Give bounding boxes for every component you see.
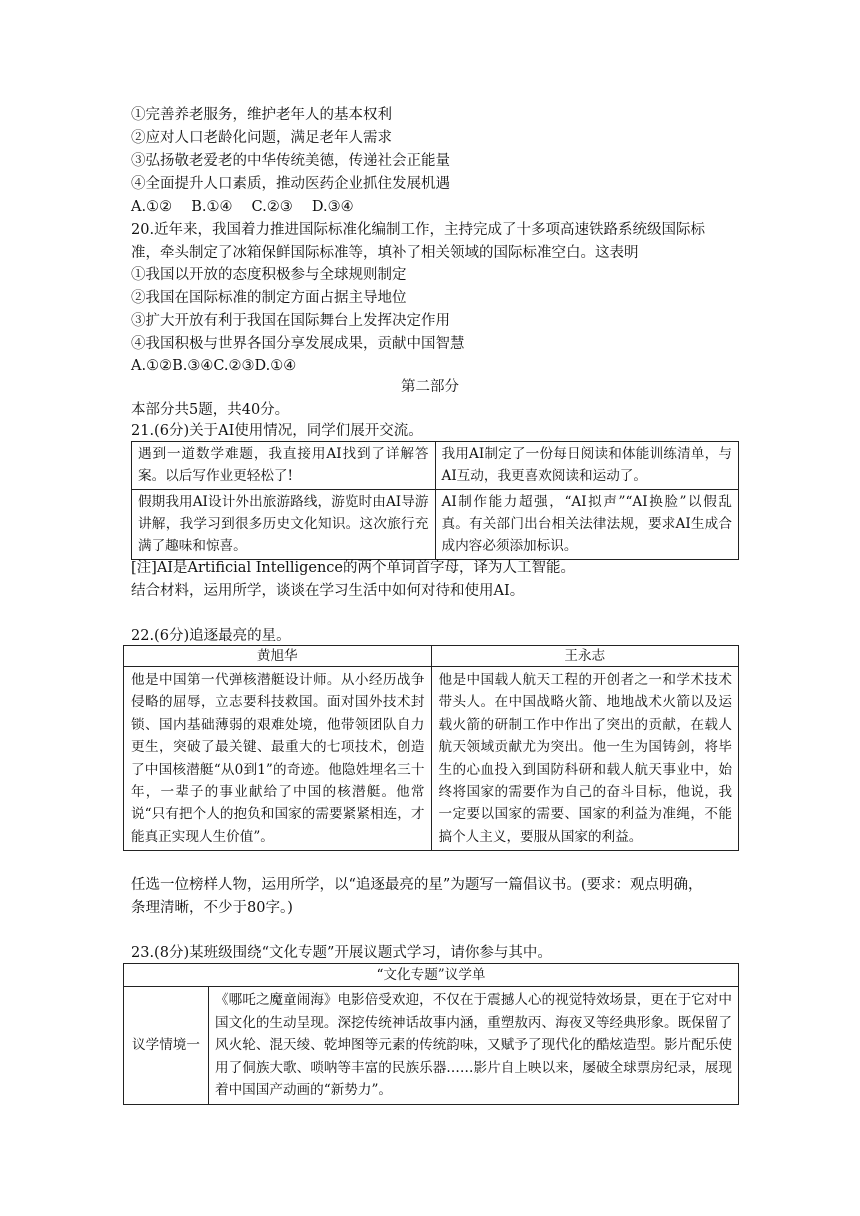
q22-task-line2: 条理清晰，不少于80字。) [131,900,293,916]
table-cell: 我用AI制定了一份每日阅读和体能训练清单，与AI互动，我更喜欢阅读和运动了。 [435,442,739,490]
table-row [132,490,739,560]
q19-option-3: ③弘扬敬老爱老的中华传统美德，传递社会正能量 [131,153,450,169]
q22-stem: 22.(6分)追逐最亮的星。 [131,628,291,644]
table-header: 黄旭华 [124,646,432,667]
q20-option-4: ④我国积极与世界各国分享发展成果，贡献中国智慧 [131,336,465,352]
table-cell: 《哪吒之魔童闹海》电影倍受欢迎，不仅在于震撼人心的视觉特效场景，更在于它对中国文化的生动呈现。深挖传统神话故事内涵，重塑敖丙、海夜叉等经典形象。既保留了风火轮、混天绫、乾坤图等元素的传统韵味，又赋予了现代化的酷炫造型。影片配乐使用了侗族大歌、唢呐等丰富的民族乐器……影片自上映以来，屡破全球票房纪录，展现着中国国产动画的“新势力”。 [209,987,739,1105]
q23-table [123,963,739,1105]
table-row [124,987,739,1105]
table-cell: 假期我用AI设计外出旅游路线，游览时由AI导游讲解，我学习到很多历史文化知识。这次旅行充满了趣味和惊喜。 [132,490,436,560]
q21-stem: 21.(6分)关于AI使用情况，同学们展开交流。 [131,423,423,439]
q23-stem: 23.(8分)某班级围绕“文化专题”开展议题式学习，请你参与其中。 [131,945,552,961]
q20-choices: A.①②B.③④C.②③D.①④ [131,358,297,374]
table-cell: 遇到一道数学难题，我直接用AI找到了详解答案。以后写作业更轻松了! [132,442,436,490]
row-label: 议学情境一 [124,987,209,1105]
q19-choices: A.①② B.①④ C.②③ D.③④ [131,199,354,215]
table-row [124,964,739,987]
q21-table [131,441,739,560]
q22-table [123,645,739,851]
q20-stem-line1: 20.近年来，我国着力推进国际标准化编制工作，主持完成了十多项高速铁路系统级国际标 [131,222,706,238]
part-intro: 本部分共5题，共40分。 [131,402,290,418]
part-title: 第二部分 [401,379,459,395]
table-cell: 他是中国载人航天工程的开创者之一和学术技术带头人。在中国战略火箭、地地战术火箭以及运载火箭的研制工作中作出了突出的贡献，在载人航天领域贡献尤为突出。他一生为国铸剑，将毕生的心血投入到国防科研和载人航天事业中，始终将国家的需要作为自己的奋斗目标，他说，我一定要以国家的需要、国家的利益为准绳，不能搞个人主义，要服从国家的利益。 [431,667,739,851]
q21-note: [注]AI是Artificial Intelligence的两个单词首字母，译为人工智能。 [131,560,575,576]
table-row [124,646,739,667]
q19-option-1: ①完善养老服务，维护老年人的基本权利 [131,107,392,123]
q19-option-2: ②应对人口老龄化问题，满足老年人需求 [131,130,392,146]
table-header: 王永志 [431,646,739,667]
table-cell: AI制作能力超强，“AI拟声”“AI换脸”以假乱真。有关部门出台相关法律法规，要求AI生成合成内容必须添加标识。 [435,490,739,560]
q20-option-3: ③扩大开放有利于我国在国际舞台上发挥决定作用 [131,313,450,329]
table-row [132,442,739,490]
q20-option-2: ②我国在国际标准的制定方面占据主导地位 [131,290,407,306]
q20-stem-line2: 准，牵头制定了冰箱保鲜国际标准等，填补了相关领域的国际标准空白。这表明 [131,245,639,261]
table-cell: 他是中国第一代弹核潜艇设计师。从小经历战争侵略的屈辱，立志要科技救国。面对国外技术封锁、国内基础薄弱的艰难处境，他带领团队自力更生，突破了最关键、最重大的七项技术，创造了中国核潜艇“从0到1”的奇迹。他隐姓埋名三十年，一辈子的事业献给了中国的核潜艇。他常说“只有把个人的抱负和国家的需要紧紧相连，才能真正实现人生价值”。 [124,667,432,851]
q22-task-line1: 任选一位榜样人物，运用所学，以“追逐最亮的星”为题写一篇倡议书。(要求：观点明确， [131,877,703,893]
table-row [124,667,739,851]
q19-option-4: ④全面提升人口素质，推动医药企业抓住发展机遇 [131,176,450,192]
q20-option-1: ①我国以开放的态度积极参与全球规则制定 [131,267,407,283]
table-title: “文化专题”议学单 [124,964,739,987]
q21-task: 结合材料，运用所学，谈谈在学习生活中如何对待和使用AI。 [131,583,525,599]
